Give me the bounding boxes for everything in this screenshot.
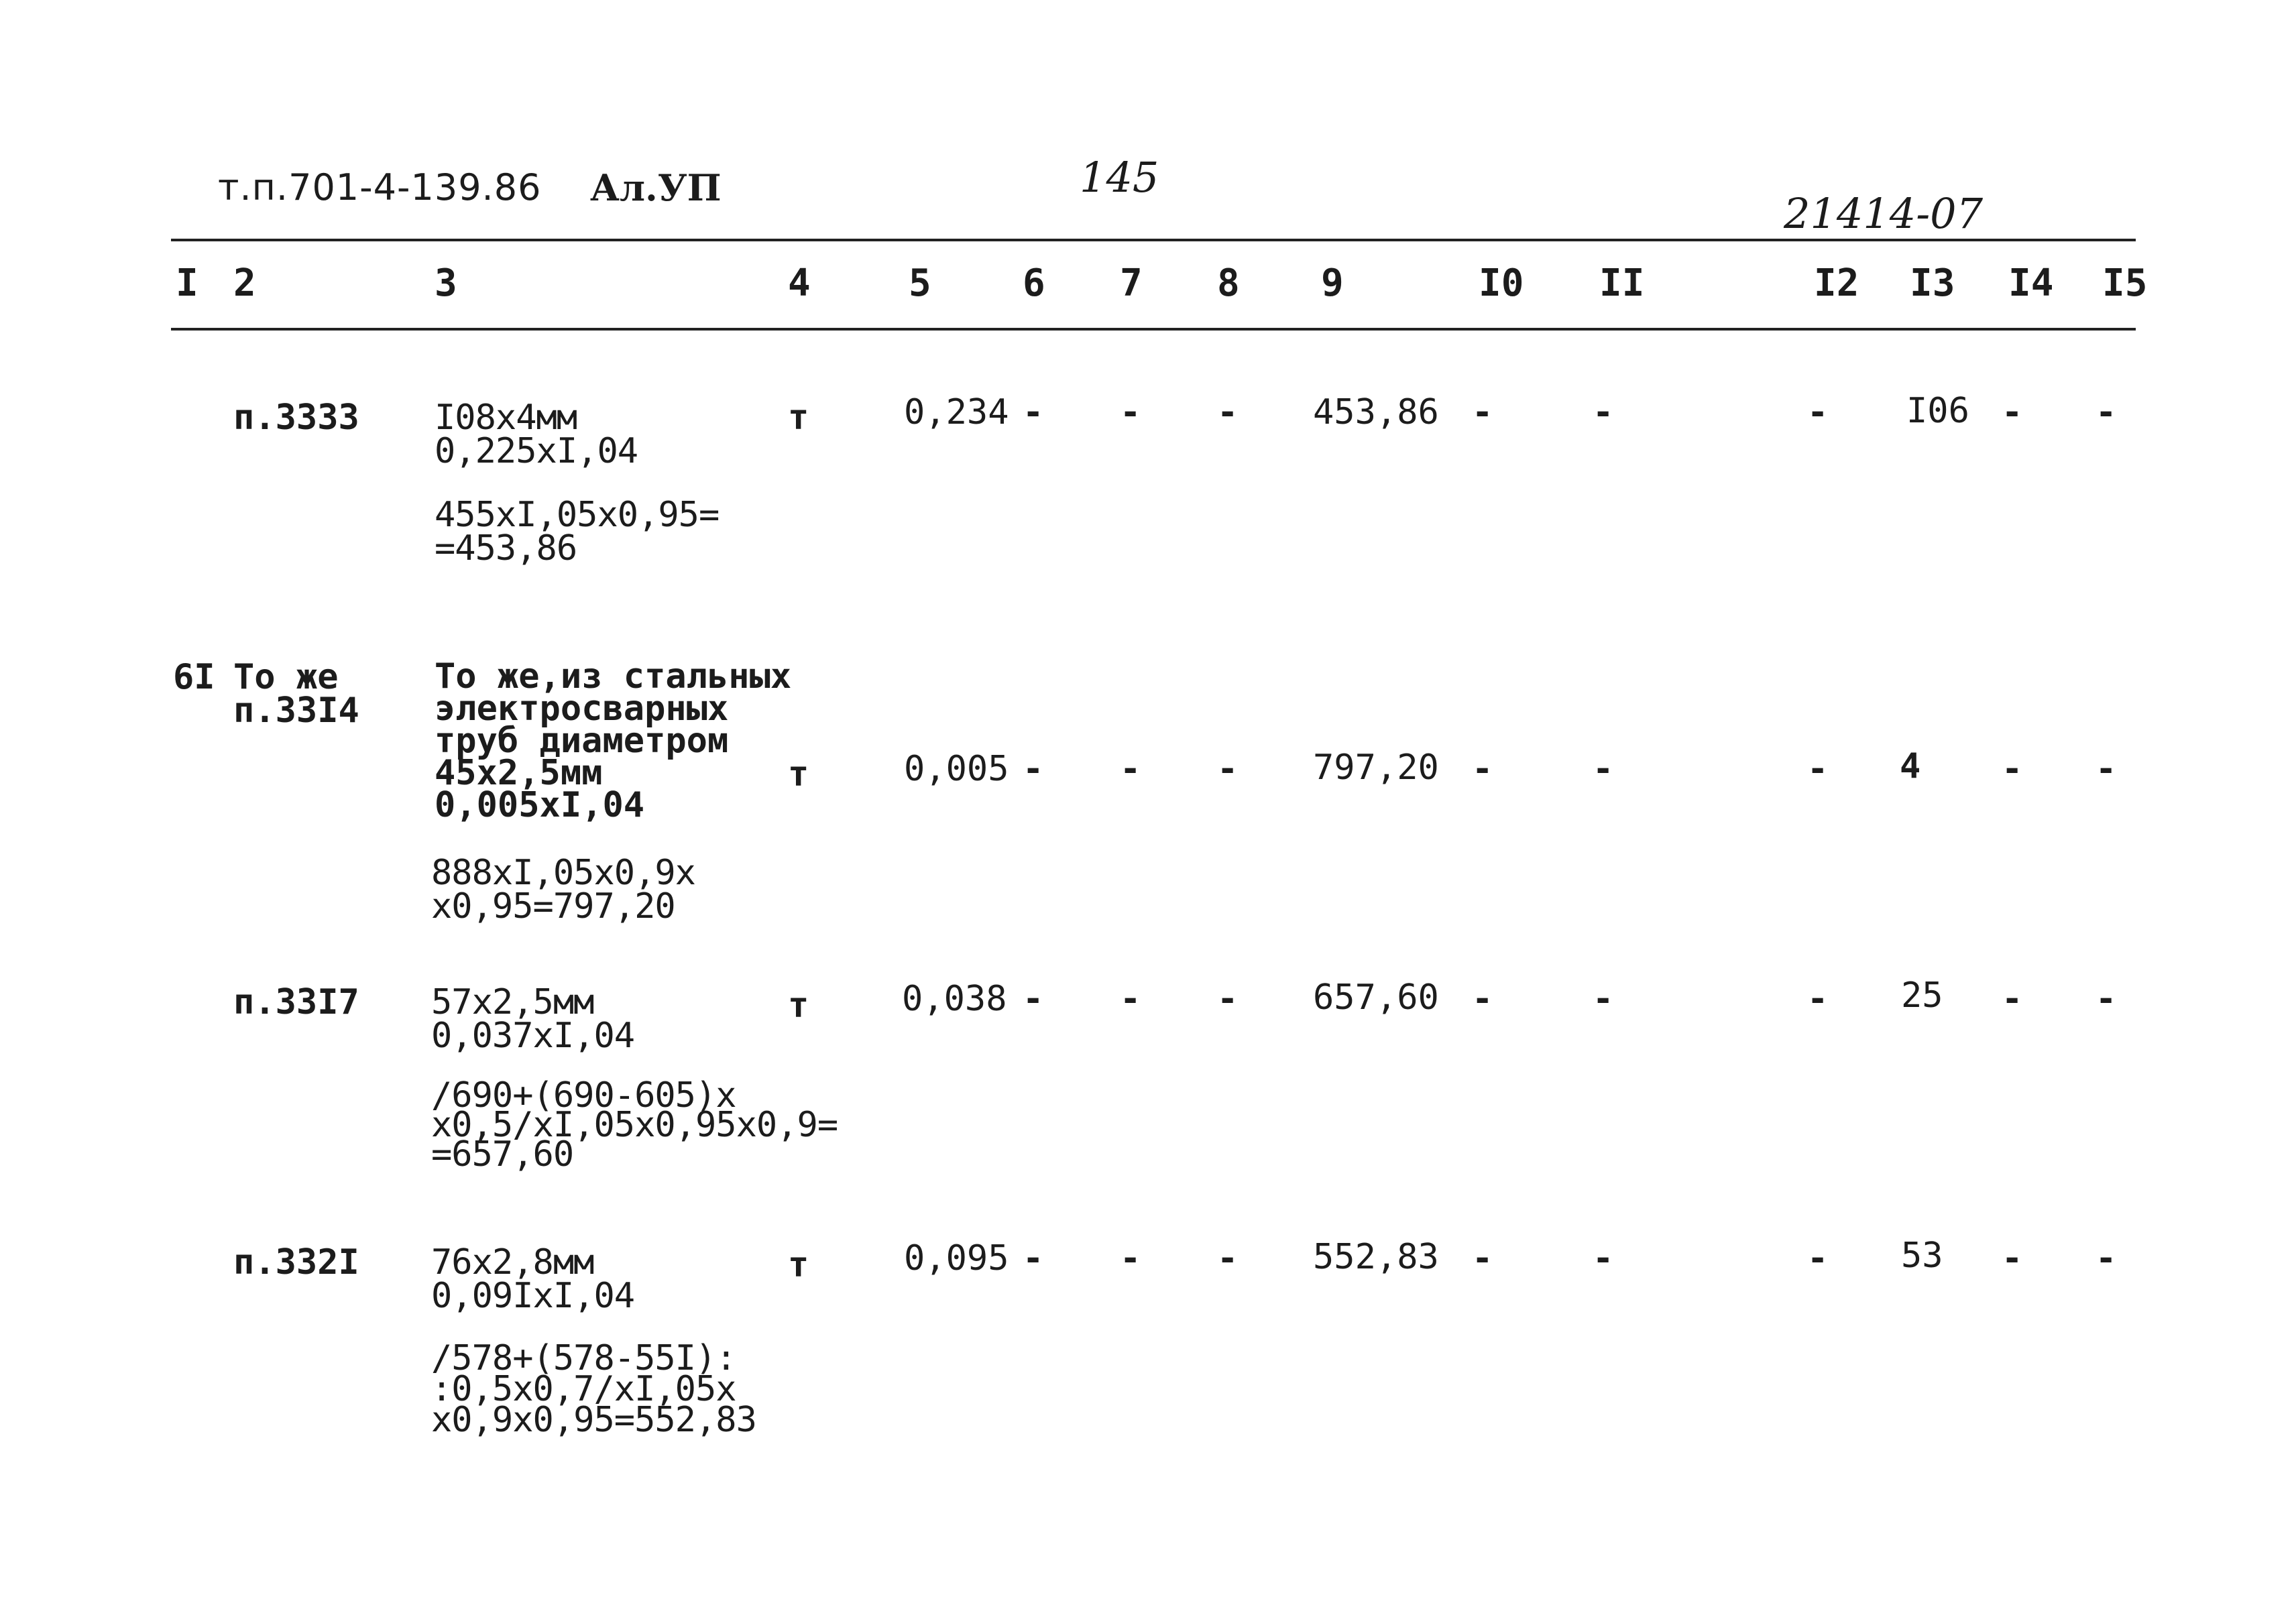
cell-dash: - xyxy=(2096,392,2117,432)
unit-price: 552,83 xyxy=(1313,1237,1439,1277)
column-number: I0 xyxy=(1479,261,1524,305)
quantity: 0,234 xyxy=(904,392,1009,432)
cell-dash: - xyxy=(1472,392,1493,432)
price-calculation: /578+(578-55I): :0,5x0,7/xI,05x x0,9x0,95=552,83 xyxy=(431,1338,756,1440)
column-number: II xyxy=(1599,261,1645,305)
column-number: 6 xyxy=(1023,261,1045,305)
cell-dash: - xyxy=(1120,749,1141,789)
total-cost: 25 xyxy=(1901,975,1943,1016)
row-number: 6I xyxy=(173,657,215,697)
cell-dash: - xyxy=(1217,392,1239,432)
total-cost: 4 xyxy=(1900,746,1921,786)
column-number: 7 xyxy=(1120,261,1143,305)
cell-dash: - xyxy=(1472,749,1493,789)
price-reference: п.332I xyxy=(233,1242,359,1283)
item-description: 57x2,5мм 0,037xI,04 xyxy=(431,982,635,1056)
unit-of-measure: т xyxy=(788,986,809,1026)
unit-of-measure: т xyxy=(788,754,809,794)
column-number: 3 xyxy=(435,261,457,305)
cell-dash: - xyxy=(2002,749,2023,789)
cell-dash: - xyxy=(1472,1238,1493,1278)
cell-dash: - xyxy=(2002,392,2023,432)
price-reference: п.33I7 xyxy=(233,982,359,1022)
price-calculation: /690+(690-605)x x0,5/xI,05x0,95x0,9= =657,60 xyxy=(431,1075,838,1175)
column-number: 4 xyxy=(788,261,811,305)
price-reference: п.3333 xyxy=(233,398,359,438)
cell-dash: - xyxy=(2096,1238,2117,1278)
column-number: 8 xyxy=(1217,261,1240,305)
quantity: 0,038 xyxy=(902,979,1007,1019)
column-number: I3 xyxy=(1910,261,1955,305)
column-number: 5 xyxy=(909,261,931,305)
cell-dash: - xyxy=(1023,749,1044,789)
cell-dash: - xyxy=(1217,749,1239,789)
cell-dash: - xyxy=(1593,392,1614,432)
cell-dash: - xyxy=(1807,979,1829,1019)
cell-dash: - xyxy=(1217,979,1239,1019)
cell-dash: - xyxy=(1807,392,1829,432)
quantity: 0,095 xyxy=(904,1238,1009,1278)
quantity: 0,005 xyxy=(904,749,1009,789)
cell-dash: - xyxy=(1593,1238,1614,1278)
album-label: Ал.УП xyxy=(590,166,722,209)
column-number: 2 xyxy=(233,261,256,305)
unit-price: 657,60 xyxy=(1313,977,1439,1018)
unit-of-measure: т xyxy=(788,1245,809,1285)
price-calculation: 888xI,05x0,9x x0,95=797,20 xyxy=(431,853,695,927)
total-cost: I06 xyxy=(1906,391,1969,431)
cell-dash: - xyxy=(1807,1238,1829,1278)
cell-dash: - xyxy=(1120,979,1141,1019)
cell-dash: - xyxy=(1217,1238,1239,1278)
cell-dash: - xyxy=(2002,1238,2023,1278)
cell-dash: - xyxy=(1472,979,1493,1019)
column-number: I5 xyxy=(2102,261,2148,305)
price-reference: То же п.33I4 xyxy=(233,657,359,731)
cell-dash: - xyxy=(1593,979,1614,1019)
cell-dash: - xyxy=(1807,749,1829,789)
item-description: 76x2,8мм 0,09IxI,04 xyxy=(431,1242,635,1316)
column-number: I4 xyxy=(2008,261,2054,305)
column-number: 9 xyxy=(1321,261,1344,305)
cell-dash: - xyxy=(1023,979,1044,1019)
cell-dash: - xyxy=(1120,392,1141,432)
price-calculation: 455xI,05x0,95= =453,86 xyxy=(435,495,720,569)
unit-price: 453,86 xyxy=(1313,392,1439,432)
column-number: I2 xyxy=(1814,261,1859,305)
cell-dash: - xyxy=(2096,749,2117,789)
unit-price: 797,20 xyxy=(1313,748,1439,788)
document-code: 21414-07 xyxy=(1784,189,1984,238)
cell-dash: - xyxy=(1023,1238,1044,1278)
item-description: То же,из стальных электросварных труб диаметром 45x2,5мм 0,005xI,04 xyxy=(435,656,792,825)
cell-dash: - xyxy=(2096,979,2117,1019)
cell-dash: - xyxy=(1023,392,1044,432)
page-number: 145 xyxy=(1080,153,1159,202)
header-bottom-rule xyxy=(171,328,2136,331)
cell-dash: - xyxy=(2002,979,2023,1019)
column-number: I xyxy=(176,261,198,305)
unit-of-measure: т xyxy=(788,398,809,438)
header-top-rule xyxy=(171,239,2136,241)
document-reference: т.п.701-4-139.86 xyxy=(218,166,542,209)
item-description: I08x4мм 0,225xI,04 xyxy=(435,398,638,471)
cell-dash: - xyxy=(1593,749,1614,789)
total-cost: 53 xyxy=(1901,1236,1943,1276)
cell-dash: - xyxy=(1120,1238,1141,1278)
